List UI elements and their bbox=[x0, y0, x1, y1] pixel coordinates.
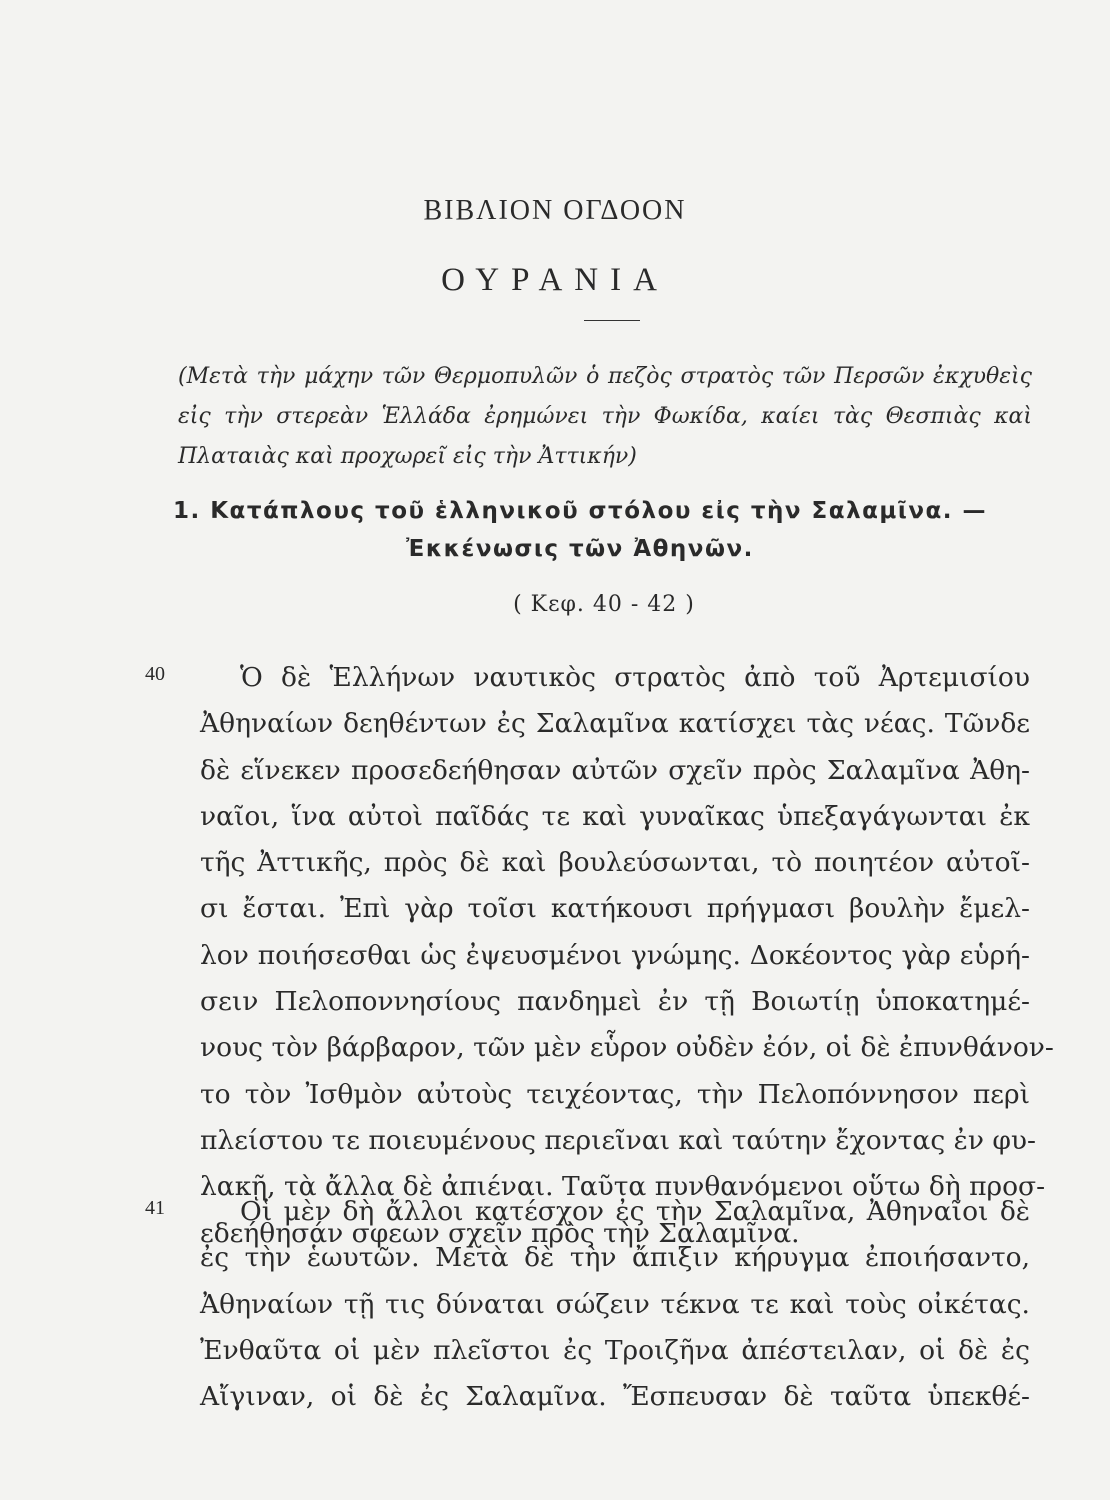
paragraph-number: 40 bbox=[145, 663, 165, 685]
text-line: σειν Πελοποννησίους πανδημεὶ ἐν τῇ Βοιωτίῃ ὑποκατημέ- bbox=[200, 986, 1030, 1018]
text-line: λον ποιήσεσθαι ὡς ἐψευσμένοι γνώμης. Δοκέοντος γὰρ εὑρή- bbox=[200, 939, 1030, 971]
text-line: ἐς τὴν ἑωυτῶν. Μετὰ δὲ τὴν ἄπιξιν κήρυγμα ἐποιήσαντο, bbox=[200, 1242, 1030, 1274]
section-title: ΟΥΡΑΝΙΑ bbox=[441, 262, 669, 298]
text-line: ναῖοι, ἵνα αὐτοὶ παῖδάς τε καὶ γυναῖκας ὑπεξαγάγωνται ἐκ bbox=[200, 800, 1030, 832]
title-divider bbox=[584, 320, 640, 321]
text-line: εδεήθησάν σφεων σχεῖν πρὸς τὴν Σαλαμῖνα. bbox=[200, 1217, 800, 1249]
text-line: το τὸν Ἰσθμὸν αὐτοὺς τειχέοντας, τὴν Πελοπόννησον περὶ bbox=[200, 1078, 1030, 1110]
paragraph-number: 41 bbox=[145, 1197, 165, 1219]
chapter-heading bbox=[150, 492, 1010, 568]
text-line: νους τὸν βάρβαρον, τῶν μὲν εὗρον οὐδὲν ἐόν, οἱ δὲ ἐπυνθάνον- bbox=[200, 1032, 1054, 1064]
text-line: σι ἔσται. Ἐπὶ γὰρ τοῖσι κατήκουσι πρήγμασι βουλὴν ἔμελ- bbox=[200, 893, 1030, 925]
text-line: Ἀθηναίων τῇ τις δύναται σώζειν τέκνα τε καὶ τοὺς οἰκέτας. bbox=[200, 1288, 1030, 1320]
text-line: λακῇ, τὰ ἄλλα δὲ ἀπιέναι. Ταῦτα πυνθανόμενοι οὕτω δὴ προσ- bbox=[200, 1171, 1046, 1203]
book-summary: (Μετὰ τὴν μάχην τῶν Θερμοπυλῶν ὁ πεζὸς στρατὸς τῶν Περσῶν ἐκχυθεὶς εἰς τὴν στερεὰν Ἑλλάδα ἐρημώνει τὴν Φωκίδα, καίει τὰς Θεσπιὰς καὶ Πλαταιὰς καὶ προχωρεῖ εἰς τὴν Ἀττικήν) bbox=[178, 364, 1032, 469]
text-line: Ἀθηναίων δεηθέντων ἐς Σαλαμῖνα κατίσχει τὰς νέας. Τῶνδε bbox=[200, 708, 1030, 740]
text-line: τῆς Ἀττικῆς, πρὸς δὲ καὶ βουλεύσωνται, τὸ ποιητέον αὐτοῖ- bbox=[200, 847, 1030, 879]
text-line: πλείστου τε ποιευμένους περιεῖναι καὶ ταύτην ἔχοντας ἐν φυ- bbox=[200, 1124, 1036, 1156]
text-line: Ὁ δὲ Ἑλλήνων ναυτικὸς στρατὸς ἀπὸ τοῦ Ἀρτεμισίου bbox=[240, 662, 1030, 693]
chapter-heading-line-1: 1. Κατάπλους τοῦ ἑλληνικοῦ στόλου εἰς τὴν Σαλαμῖνα. — bbox=[172, 498, 988, 524]
text-line: Αἴγιναν, οἱ δὲ ἐς Σαλαμῖνα. Ἔσπευσαν δὲ ταῦτα ὑπεκθέ- bbox=[200, 1381, 1030, 1413]
book-title: ΒΙΒΛΙΟΝ ΟΓΔΟΟΝ bbox=[423, 195, 687, 226]
text-line: Ἐνθαῦτα οἱ μὲν πλεῖστοι ἐς Τροιζῆνα ἀπέστειλαν, οἱ δὲ ἐς bbox=[200, 1334, 1030, 1366]
paragraph-41 bbox=[200, 1189, 1030, 1420]
chapter-heading-line-2: Ἐκκένωσις τῶν Ἀθηνῶν. bbox=[406, 536, 754, 562]
paragraph-40 bbox=[200, 655, 1054, 1257]
text-line: Οἱ μὲν δὴ ἄλλοι κατέσχον ἐς τὴν Σαλαμῖνα, Ἀθηναῖοι δὲ bbox=[240, 1196, 1030, 1227]
text-line: δὲ εἵνεκεν προσεδεήθησαν αὐτῶν σχεῖν πρὸς Σαλαμῖνα Ἀθη- bbox=[200, 754, 1030, 786]
chapter-reference: ( Κεφ. 40 - 42 ) bbox=[513, 592, 695, 617]
